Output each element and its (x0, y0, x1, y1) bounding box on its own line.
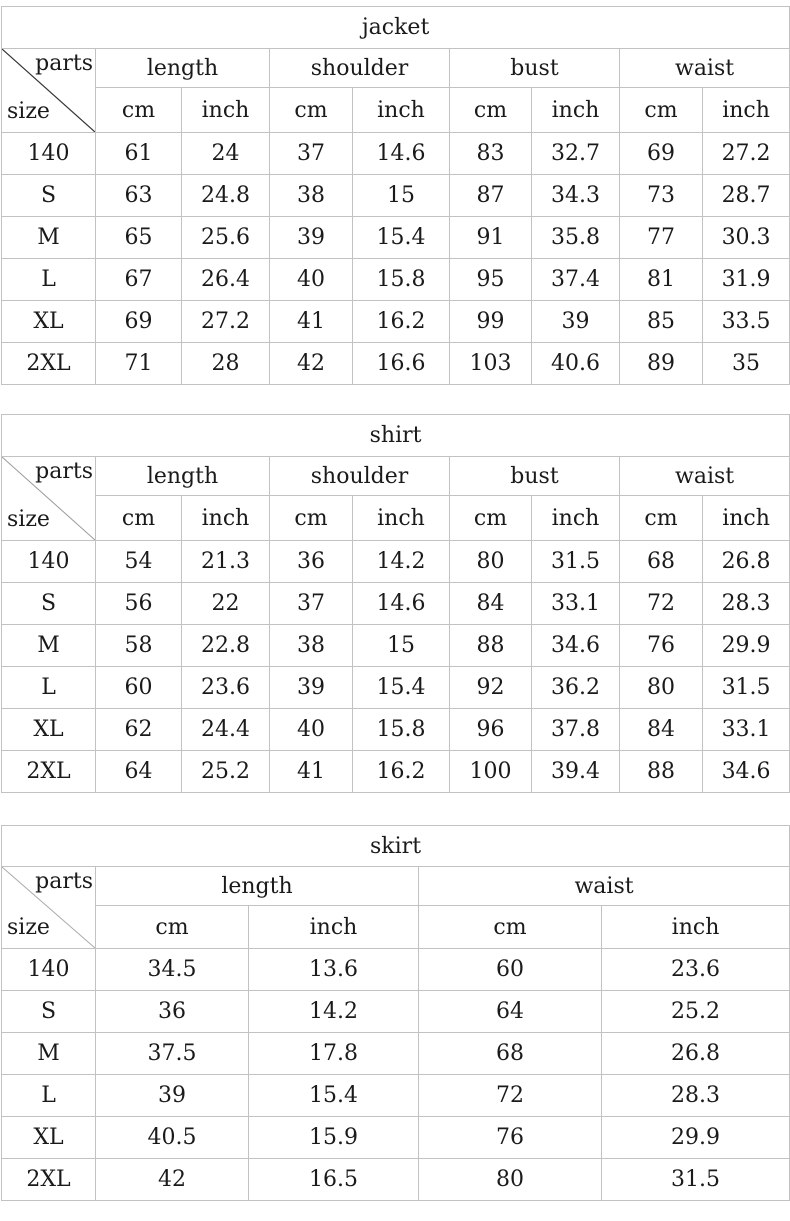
table-row (2, 1159, 790, 1201)
parts-label: parts (35, 51, 93, 76)
value-cell: 38 (270, 175, 353, 217)
jacket-size-table (1, 6, 790, 385)
value-cell: 80 (419, 1159, 602, 1201)
value-cell: 69 (620, 133, 703, 175)
table-row (2, 1117, 790, 1159)
value-cell: 23.6 (182, 667, 270, 709)
value-cell: 24.4 (182, 709, 270, 751)
size-cell: M (2, 217, 96, 259)
value-cell: 15 (353, 175, 450, 217)
value-cell: 60 (419, 949, 602, 991)
value-cell: 40.5 (96, 1117, 249, 1159)
value-cell: 28.7 (703, 175, 790, 217)
value-cell: 56 (96, 583, 182, 625)
unit-header: inch (249, 906, 419, 949)
value-cell: 31.9 (703, 259, 790, 301)
value-cell: 76 (419, 1117, 602, 1159)
value-cell: 32.7 (532, 133, 620, 175)
value-cell: 63 (96, 175, 182, 217)
value-cell: 28.3 (703, 583, 790, 625)
unit-header: cm (270, 496, 353, 541)
value-cell: 27.2 (703, 133, 790, 175)
value-cell: 71 (96, 343, 182, 385)
value-cell: 99 (450, 301, 532, 343)
part-header: length (96, 457, 270, 496)
table-title: jacket (2, 7, 790, 49)
value-cell: 16.5 (249, 1159, 419, 1201)
value-cell: 33.1 (703, 709, 790, 751)
value-cell: 37.8 (532, 709, 620, 751)
value-cell: 13.6 (249, 949, 419, 991)
table-row (2, 259, 790, 301)
value-cell: 14.6 (353, 133, 450, 175)
value-cell: 30.3 (703, 217, 790, 259)
value-cell: 15.4 (353, 217, 450, 259)
value-cell: 65 (96, 217, 182, 259)
table-row (2, 751, 790, 793)
value-cell: 88 (620, 751, 703, 793)
table-row (2, 991, 790, 1033)
value-cell: 14.6 (353, 583, 450, 625)
value-cell: 38 (270, 625, 353, 667)
value-cell: 34.6 (703, 751, 790, 793)
corner-header (2, 867, 96, 949)
value-cell: 41 (270, 751, 353, 793)
value-cell: 80 (620, 667, 703, 709)
part-header: bust (450, 457, 620, 496)
value-cell: 69 (96, 301, 182, 343)
table-row (2, 583, 790, 625)
value-cell: 36.2 (532, 667, 620, 709)
value-cell: 25.2 (602, 991, 790, 1033)
value-cell: 85 (620, 301, 703, 343)
value-cell: 76 (620, 625, 703, 667)
unit-header: cm (620, 496, 703, 541)
value-cell: 15.4 (249, 1075, 419, 1117)
value-cell: 16.2 (353, 301, 450, 343)
unit-header: inch (703, 88, 790, 133)
value-cell: 15.9 (249, 1117, 419, 1159)
value-cell: 22.8 (182, 625, 270, 667)
table-title: shirt (2, 415, 790, 457)
value-cell: 15.8 (353, 709, 450, 751)
value-cell: 37.4 (532, 259, 620, 301)
table-row (2, 667, 790, 709)
value-cell: 33.1 (532, 583, 620, 625)
value-cell: 22 (182, 583, 270, 625)
table-row (2, 1075, 790, 1117)
value-cell: 29.9 (703, 625, 790, 667)
size-cell: 2XL (2, 343, 96, 385)
unit-header: cm (270, 88, 353, 133)
value-cell: 39.4 (532, 751, 620, 793)
table-row (2, 343, 790, 385)
value-cell: 72 (620, 583, 703, 625)
table-title: skirt (2, 826, 790, 867)
value-cell: 68 (620, 541, 703, 583)
value-cell: 89 (620, 343, 703, 385)
shirt-size-table (1, 414, 790, 793)
size-label: size (7, 507, 50, 532)
value-cell: 26.4 (182, 259, 270, 301)
size-cell: 2XL (2, 1159, 96, 1201)
value-cell: 42 (270, 343, 353, 385)
value-cell: 37 (270, 583, 353, 625)
value-cell: 100 (450, 751, 532, 793)
value-cell: 15.4 (353, 667, 450, 709)
size-cell: 140 (2, 949, 96, 991)
value-cell: 28 (182, 343, 270, 385)
value-cell: 39 (270, 217, 353, 259)
value-cell: 83 (450, 133, 532, 175)
unit-header: inch (602, 906, 790, 949)
unit-header: cm (450, 496, 532, 541)
table-row (2, 1033, 790, 1075)
value-cell: 35.8 (532, 217, 620, 259)
unit-header: cm (96, 496, 182, 541)
value-cell: 80 (450, 541, 532, 583)
value-cell: 40 (270, 709, 353, 751)
size-cell: M (2, 1033, 96, 1075)
value-cell: 54 (96, 541, 182, 583)
value-cell: 25.6 (182, 217, 270, 259)
value-cell: 39 (270, 667, 353, 709)
value-cell: 72 (419, 1075, 602, 1117)
size-label: size (7, 99, 50, 124)
corner-header (2, 457, 96, 541)
value-cell: 81 (620, 259, 703, 301)
value-cell: 67 (96, 259, 182, 301)
value-cell: 37 (270, 133, 353, 175)
skirt-size-table (1, 825, 790, 1201)
part-header: bust (450, 49, 620, 88)
value-cell: 28.3 (602, 1075, 790, 1117)
table-row (2, 133, 790, 175)
size-cell: L (2, 667, 96, 709)
value-cell: 34.3 (532, 175, 620, 217)
value-cell: 92 (450, 667, 532, 709)
value-cell: 96 (450, 709, 532, 751)
value-cell: 31.5 (602, 1159, 790, 1201)
table-row (2, 541, 790, 583)
value-cell: 87 (450, 175, 532, 217)
table-row (2, 217, 790, 259)
unit-header: inch (182, 496, 270, 541)
unit-header: inch (353, 496, 450, 541)
value-cell: 68 (419, 1033, 602, 1075)
value-cell: 42 (96, 1159, 249, 1201)
unit-header: inch (703, 496, 790, 541)
table-row (2, 625, 790, 667)
unit-header: cm (96, 906, 249, 949)
size-cell: 2XL (2, 751, 96, 793)
value-cell: 23.6 (602, 949, 790, 991)
value-cell: 88 (450, 625, 532, 667)
value-cell: 33.5 (703, 301, 790, 343)
size-cell: M (2, 625, 96, 667)
unit-header: cm (450, 88, 532, 133)
value-cell: 36 (96, 991, 249, 1033)
value-cell: 41 (270, 301, 353, 343)
value-cell: 95 (450, 259, 532, 301)
size-cell: S (2, 583, 96, 625)
value-cell: 24 (182, 133, 270, 175)
value-cell: 91 (450, 217, 532, 259)
part-header: shoulder (270, 457, 450, 496)
part-header: waist (620, 49, 790, 88)
value-cell: 36 (270, 541, 353, 583)
size-cell: S (2, 991, 96, 1033)
unit-header: inch (182, 88, 270, 133)
size-label: size (7, 915, 50, 940)
value-cell: 26.8 (602, 1033, 790, 1075)
value-cell: 15 (353, 625, 450, 667)
value-cell: 14.2 (249, 991, 419, 1033)
value-cell: 39 (96, 1075, 249, 1117)
value-cell: 60 (96, 667, 182, 709)
value-cell: 39 (532, 301, 620, 343)
table-row (2, 301, 790, 343)
unit-header: cm (620, 88, 703, 133)
part-header: waist (620, 457, 790, 496)
unit-header: inch (532, 496, 620, 541)
size-cell: XL (2, 1117, 96, 1159)
value-cell: 27.2 (182, 301, 270, 343)
value-cell: 34.5 (96, 949, 249, 991)
value-cell: 15.8 (353, 259, 450, 301)
value-cell: 62 (96, 709, 182, 751)
value-cell: 24.8 (182, 175, 270, 217)
size-cell: L (2, 259, 96, 301)
parts-label: parts (35, 459, 93, 484)
size-cell: S (2, 175, 96, 217)
part-header: shoulder (270, 49, 450, 88)
unit-header: inch (532, 88, 620, 133)
part-header: length (96, 49, 270, 88)
value-cell: 84 (450, 583, 532, 625)
part-header: waist (419, 867, 790, 906)
size-cell: XL (2, 709, 96, 751)
value-cell: 103 (450, 343, 532, 385)
value-cell: 14.2 (353, 541, 450, 583)
value-cell: 17.8 (249, 1033, 419, 1075)
value-cell: 26.8 (703, 541, 790, 583)
value-cell: 58 (96, 625, 182, 667)
corner-header (2, 49, 96, 133)
value-cell: 37.5 (96, 1033, 249, 1075)
table-row (2, 709, 790, 751)
unit-header: cm (96, 88, 182, 133)
table-row (2, 175, 790, 217)
value-cell: 31.5 (532, 541, 620, 583)
value-cell: 16.6 (353, 343, 450, 385)
value-cell: 64 (419, 991, 602, 1033)
value-cell: 40 (270, 259, 353, 301)
parts-label: parts (35, 869, 93, 894)
value-cell: 77 (620, 217, 703, 259)
size-cell: XL (2, 301, 96, 343)
value-cell: 64 (96, 751, 182, 793)
value-cell: 61 (96, 133, 182, 175)
value-cell: 84 (620, 709, 703, 751)
value-cell: 35 (703, 343, 790, 385)
size-cell: 140 (2, 133, 96, 175)
value-cell: 29.9 (602, 1117, 790, 1159)
size-cell: L (2, 1075, 96, 1117)
unit-header: inch (353, 88, 450, 133)
table-row (2, 949, 790, 991)
value-cell: 16.2 (353, 751, 450, 793)
value-cell: 31.5 (703, 667, 790, 709)
value-cell: 25.2 (182, 751, 270, 793)
size-cell: 140 (2, 541, 96, 583)
part-header: length (96, 867, 419, 906)
value-cell: 34.6 (532, 625, 620, 667)
value-cell: 73 (620, 175, 703, 217)
unit-header: cm (419, 906, 602, 949)
value-cell: 40.6 (532, 343, 620, 385)
value-cell: 21.3 (182, 541, 270, 583)
